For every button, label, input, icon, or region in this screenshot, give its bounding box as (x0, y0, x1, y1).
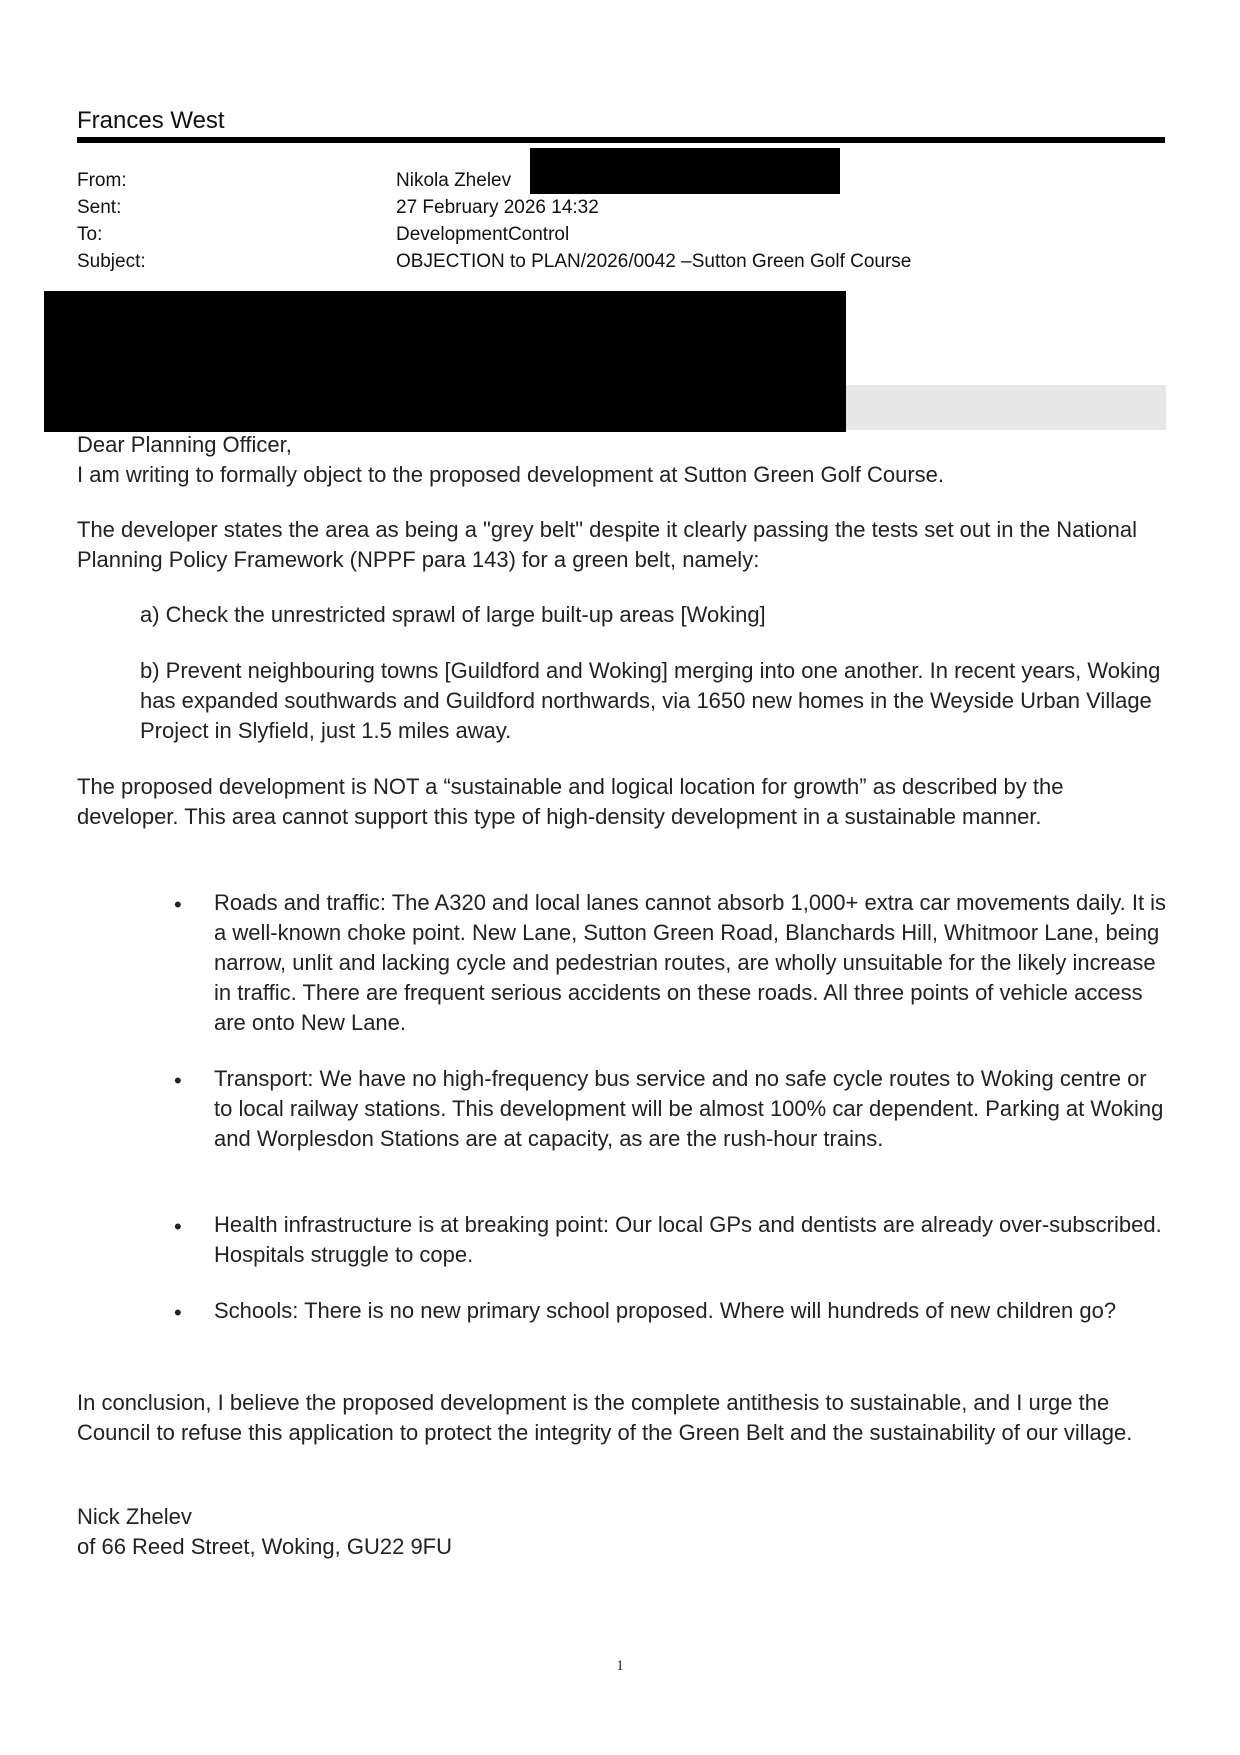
mailbox-owner-name: Frances West (77, 107, 225, 134)
redacted-block (44, 291, 846, 432)
signature-address: of 66 Reed Street, Woking, GU22 9FU (77, 1534, 452, 1559)
from-value: Nikola Zhelev (396, 170, 512, 191)
signature-name: Nick Zhelev (77, 1504, 192, 1529)
intro-paragraph: I am writing to formally object to the proposed development at Sutton Green Golf Course. (77, 462, 945, 487)
sustainability-paragraph: The proposed development is NOT a “sustainable and logical location for growth” as described by the developer. This area cannot support this type of high-density development in a sustainable manner. (77, 774, 1064, 829)
bullet-marker: • (174, 1068, 182, 1093)
test-b: b) Prevent neighbouring towns [Guildford and Woking] merging into one another. In recent years, Woking has expanded southwards and Guildford northwards, via 1650 new homes in the Weyside Urban Village Project in Slyfield, just 1.5 miles away. (140, 658, 1161, 743)
from-label: From: (77, 170, 127, 191)
to-value: DevelopmentControl (396, 224, 570, 245)
subject-label: Subject: (77, 251, 146, 272)
redacted-email-address (530, 148, 840, 194)
bullet-marker: • (174, 1300, 182, 1325)
bullet-transport: Transport: We have no high-frequency bus service and no safe cycle routes to Woking centre or to local railway stations. This development will be almost 100% car dependent. Parking at Woking and Worplesdon Stations are at capacity, as are the rush-hour trains. (214, 1066, 1164, 1151)
bullet-schools: Schools: There is no new primary school proposed. Where will hundreds of new children go? (214, 1298, 1117, 1323)
greeting: Dear Planning Officer, (77, 432, 292, 457)
bullet-marker: • (174, 1214, 182, 1239)
test-a: a) Check the unrestricted sprawl of large built-up areas [Woking] (140, 602, 766, 627)
sent-value: 27 February 2026 14:32 (396, 197, 599, 218)
grey-belt-paragraph: The developer states the area as being a "grey belt" despite it clearly passing the tests set out in the National Planning Policy Framework (NPPF para 143) for a green belt, namely: (77, 517, 1138, 572)
bullet-health: Health infrastructure is at breaking point: Our local GPs and dentists are already over-subscribed. Hospitals struggle to cope. (214, 1212, 1162, 1267)
header-rule (77, 137, 1165, 143)
page-number: 1 (616, 1658, 624, 1674)
to-label: To: (77, 224, 103, 245)
subject-value: OBJECTION to PLAN/2026/0042 –Sutton Green Golf Course (396, 251, 912, 272)
conclusion-paragraph: In conclusion, I believe the proposed development is the complete antithesis to sustainable, and I urge the Council to refuse this application to protect the integrity of the Green Belt and the sustainability of our village. (77, 1390, 1133, 1445)
bullet-roads: Roads and traffic: The A320 and local lanes cannot absorb 1,000+ extra car movements daily. It is a well-known choke point. New Lane, Sutton Green Road, Blanchards Hill, Whitmoor Lane, being narrow, unlit and lacking cycle and pedestrian routes, are wholly unsuitable for the likely increase in traffic. There are frequent serious accidents on these roads. All three points of vehicle access are onto New Lane. (214, 890, 1167, 1035)
bullet-marker: • (174, 892, 182, 917)
sent-label: Sent: (77, 197, 122, 218)
